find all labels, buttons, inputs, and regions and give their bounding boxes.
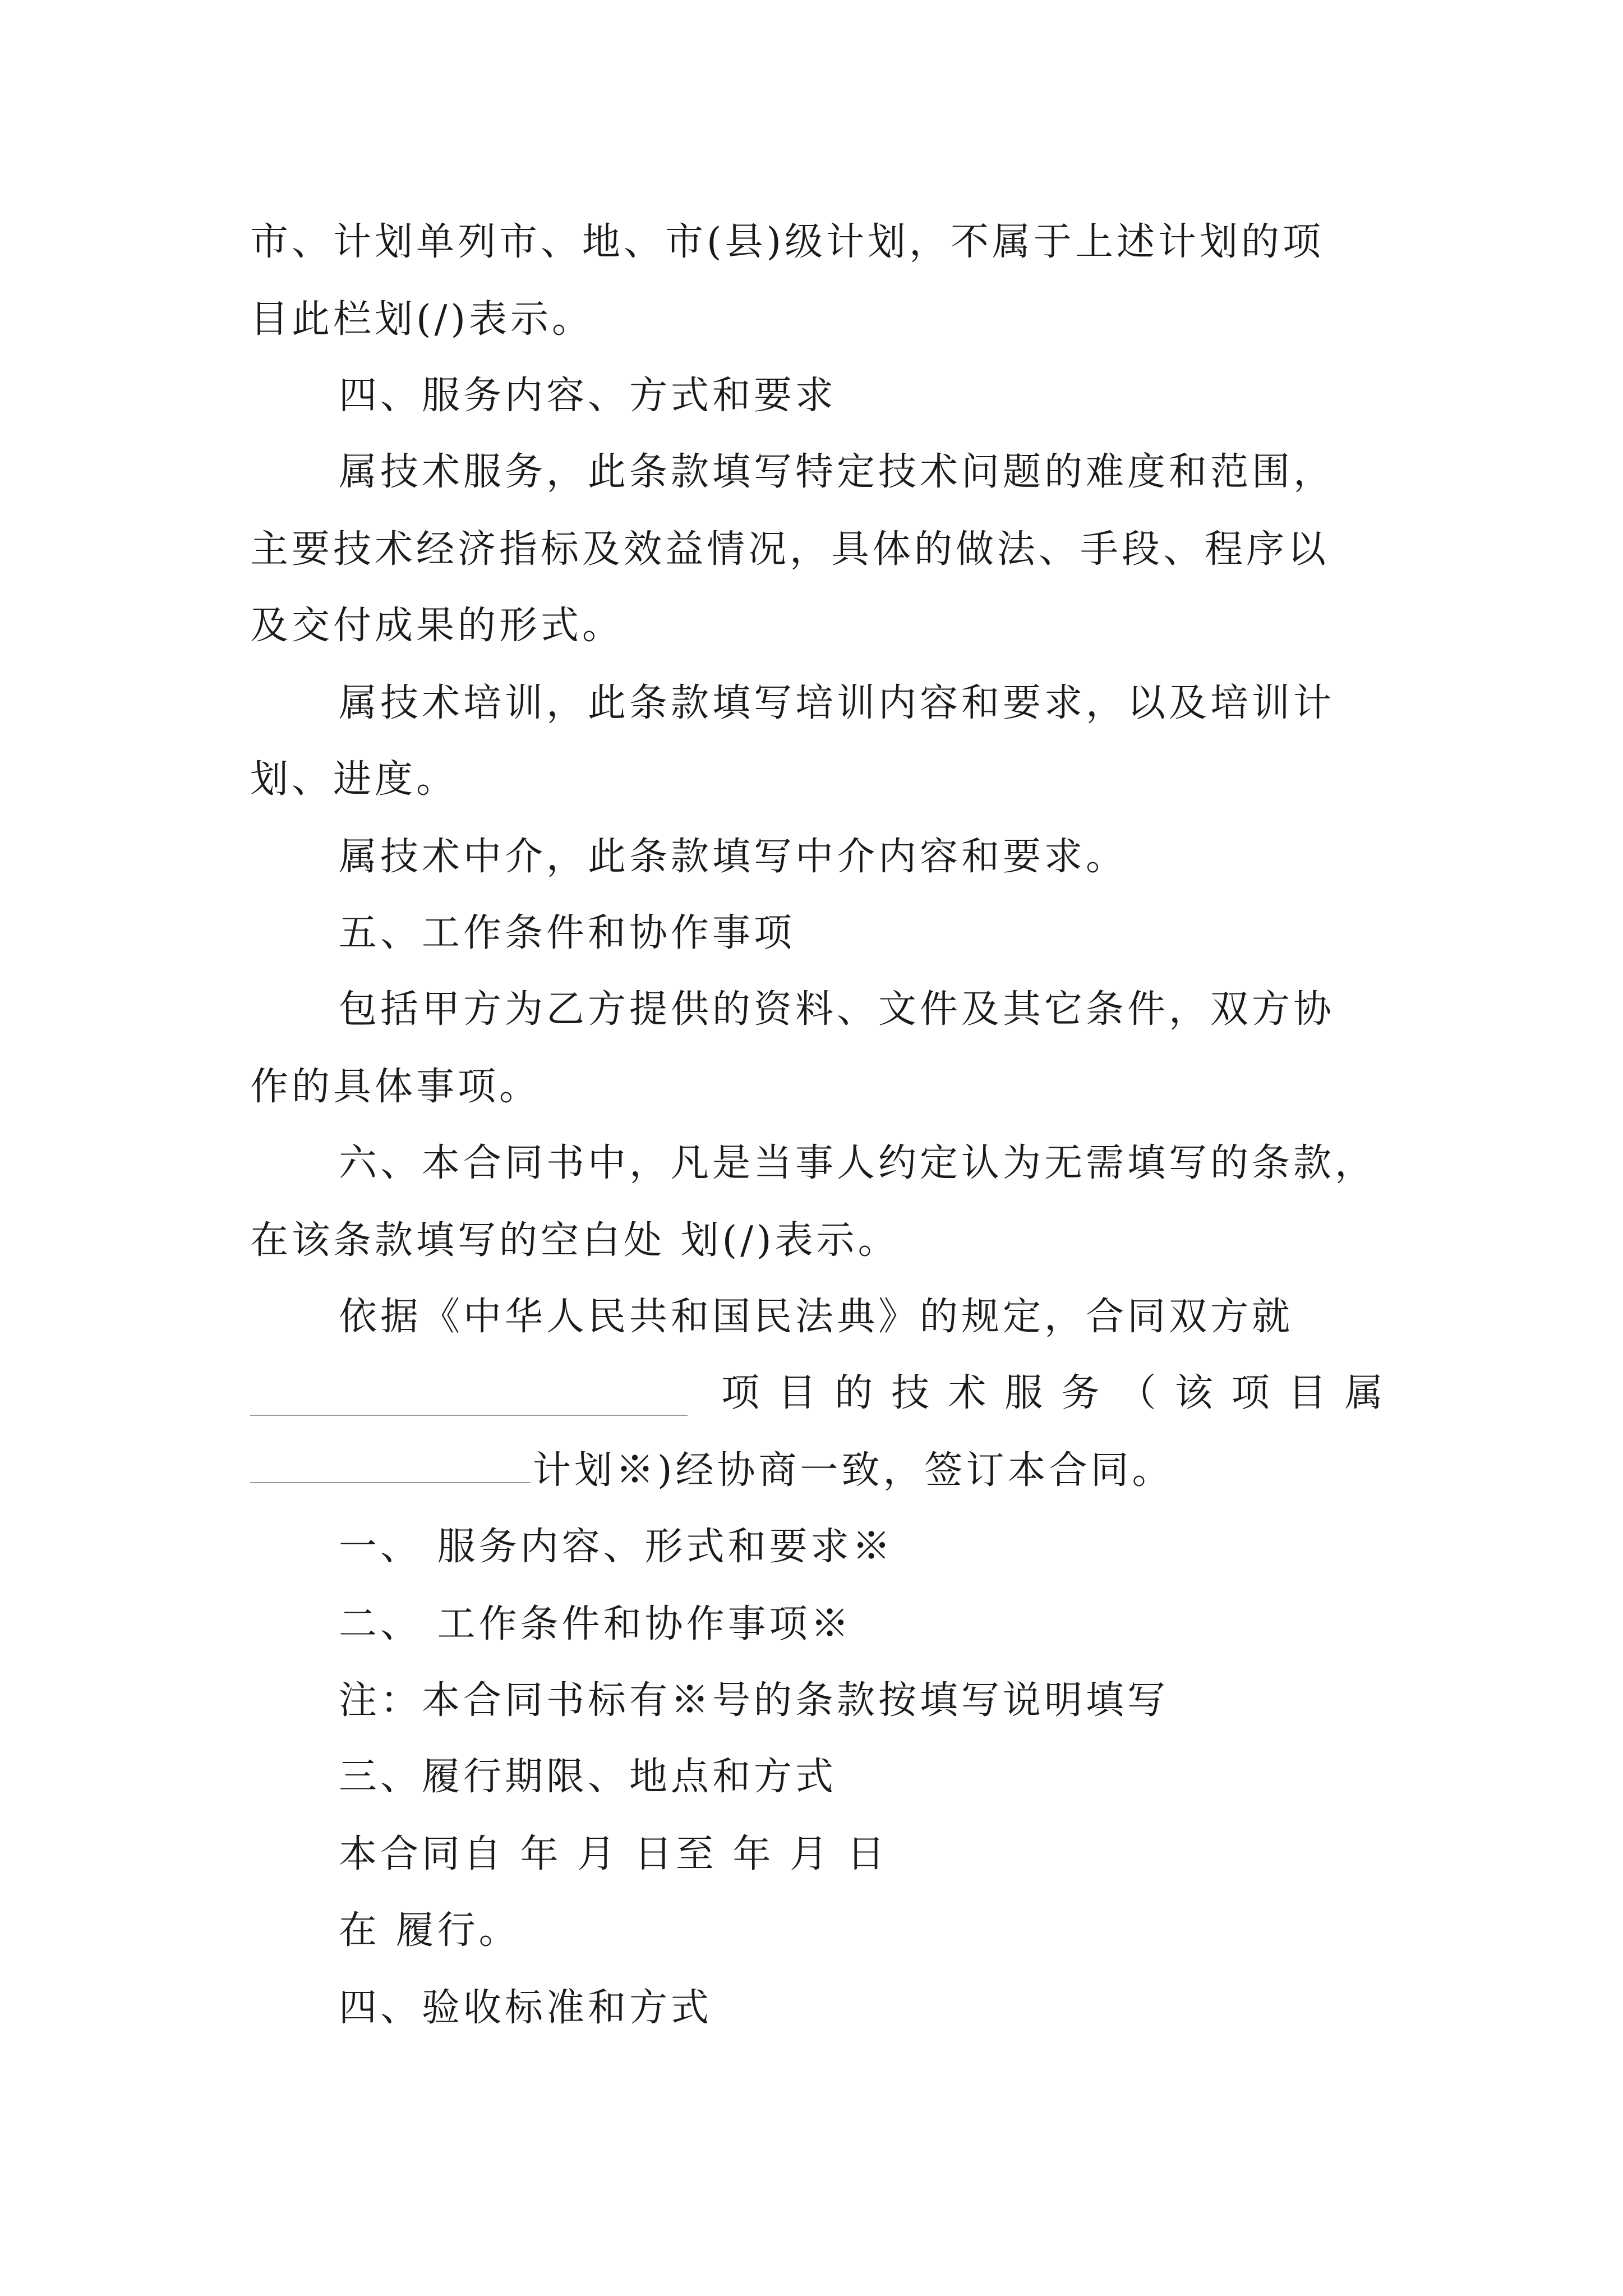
- project-name-line: [250, 1371, 1383, 1416]
- char: 项: [721, 1371, 760, 1415]
- contract-clause: 一、 服务内容、形式和要求※: [339, 1525, 894, 1569]
- char: 的: [834, 1371, 873, 1415]
- text-line: 属技术培训，此条款填写培训内容和要求，以及培训计: [339, 681, 1335, 725]
- project-name-blank[interactable]: [250, 1383, 688, 1416]
- plan-type-blank[interactable]: [250, 1451, 531, 1483]
- section-heading: 五、工作条件和协作事项: [339, 911, 796, 955]
- text-line: 包括甲方为乙方提供的资料、文件及其它条件，双方协: [339, 987, 1335, 1032]
- char: 务: [1061, 1371, 1100, 1415]
- char: 项: [1231, 1371, 1270, 1415]
- char: 目: [778, 1371, 817, 1415]
- char: 术: [948, 1371, 986, 1415]
- contract-clause: 四、验收标准和方式: [339, 1986, 713, 2030]
- text-line: 目此栏划(/)表示。: [250, 297, 593, 342]
- char: 技: [891, 1371, 930, 1415]
- char: 目: [1288, 1371, 1326, 1415]
- text-line: 市、计划单列市、地、市(县)级计划，不属于上述计划的项: [250, 220, 1325, 264]
- text-line: 在该条款填写的空白处 划(/)表示。: [250, 1218, 900, 1263]
- plan-line: [250, 1448, 1174, 1493]
- note-line: 注：本合同书标有※号的条款按填写说明填写: [339, 1678, 1169, 1723]
- text-line: 六、本合同书中，凡是当事人约定认为无需填写的条款，: [339, 1141, 1377, 1185]
- text-line: 属技术中介，此条款填写中介内容和要求。: [339, 835, 1128, 879]
- place-line: 在 履行。: [339, 1908, 520, 1953]
- contract-clause: 三、履行期限、地点和方式: [339, 1755, 837, 1799]
- date-line: 本合同自 年 月 日至 年 月 日: [339, 1832, 888, 1876]
- char: （: [1118, 1371, 1156, 1415]
- text-line: 属技术服务，此条款填写特定技术问题的难度和范围，: [339, 450, 1335, 494]
- text-line: 划、进度。: [250, 757, 458, 802]
- section-heading: 四、服务内容、方式和要求: [339, 374, 837, 418]
- char: 该: [1174, 1371, 1213, 1415]
- char: 属: [1344, 1371, 1383, 1415]
- char: 服: [1004, 1371, 1043, 1415]
- text-line: 及交付成果的形式。: [250, 604, 624, 648]
- text-line: 主要技术经济指标及效益情况，具体的做法、手段、程序以: [250, 527, 1330, 572]
- text-line: 作的具体事项。: [250, 1065, 541, 1109]
- contract-clause: 二、 工作条件和协作事项※: [339, 1602, 852, 1646]
- plan-line-text: 计划※)经协商一致，签订本合同。: [533, 1448, 1174, 1493]
- text-line: 依据《中华人民共和国民法典》的规定，合同双方就: [339, 1295, 1294, 1339]
- project-name-tail: [721, 1371, 1383, 1416]
